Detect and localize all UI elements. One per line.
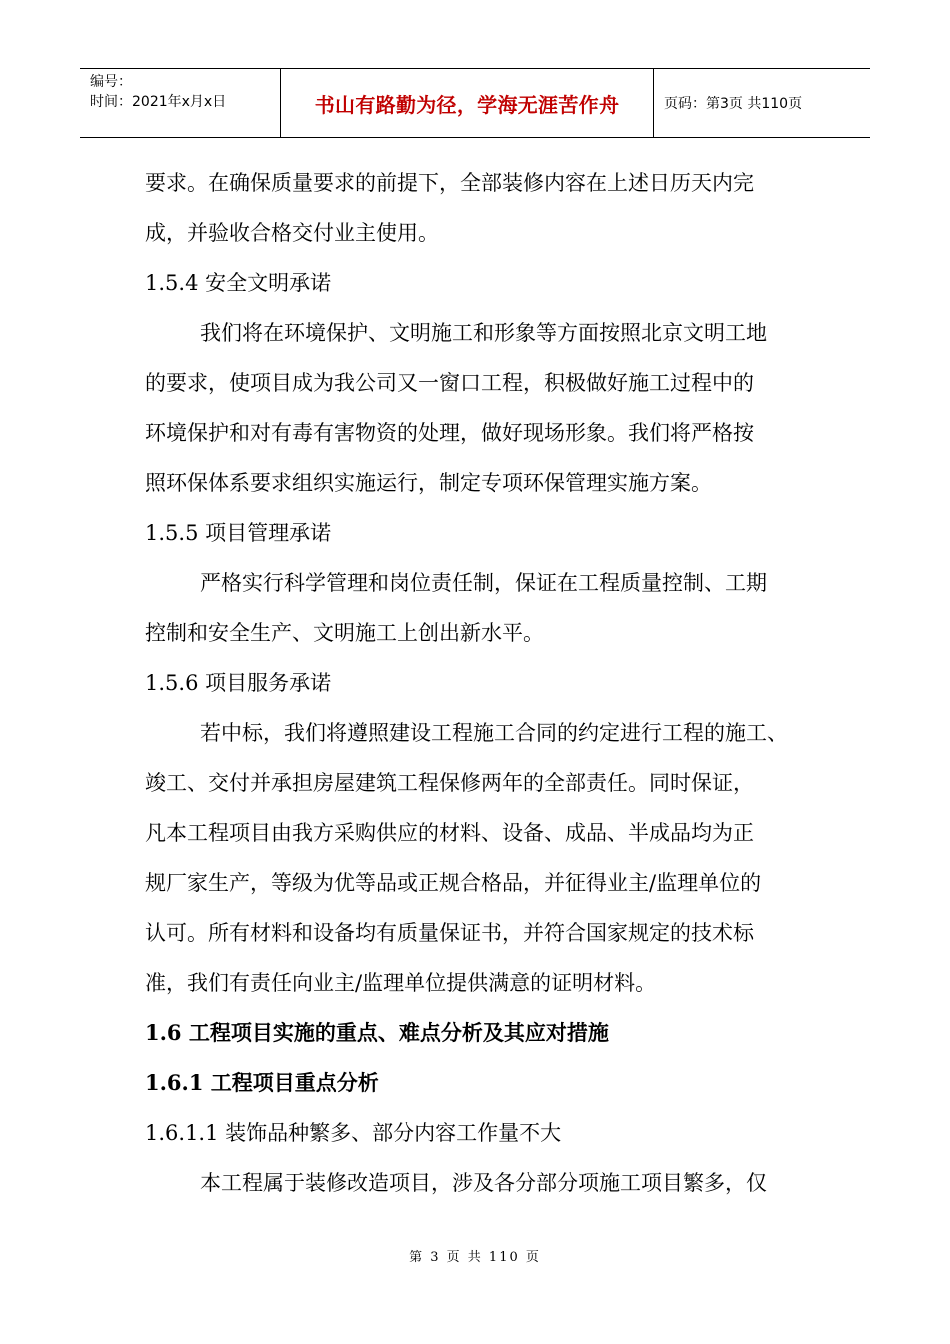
page-footer xyxy=(0,1246,950,1265)
document-date: 时间：2021年x月x日 xyxy=(90,94,227,110)
paragraph-line: 要求。在确保质量要求的前提下，全部装修内容在上述日历天内完 xyxy=(145,171,754,195)
paragraph-line: 成，并验收合格交付业主使用。 xyxy=(145,221,439,245)
paragraph-line: 准，我们有责任向业主/监理单位提供满意的证明材料。 xyxy=(145,971,657,995)
paragraph-line: 竣工、交付并承担房屋建筑工程保修两年的全部责任。同时保证， xyxy=(145,771,754,795)
paragraph-line: 我们将在环境保护、文明施工和形象等方面按照北京文明工地 xyxy=(200,321,767,345)
section-heading: 1.5.5 项目管理承诺 xyxy=(145,521,332,545)
section-heading: 1.5.4 安全文明承诺 xyxy=(145,271,332,295)
header-page-number: 页码：第3页 共110页 xyxy=(664,96,803,112)
subchapter-heading: 1.6.1 工程项目重点分析 xyxy=(145,1070,379,1095)
motto: 书山有路勤为径，学海无涯苦作舟 xyxy=(314,92,620,117)
paragraph-line: 本工程属于装修改造项目，涉及各分部分项施工项目繁多，仅 xyxy=(200,1171,767,1195)
header-meta xyxy=(80,69,281,137)
paragraph-line: 环境保护和对有毒有害物资的处理，做好现场形象。我们将严格按 xyxy=(145,421,754,445)
paragraph-line: 控制和安全生产、文明施工上创出新水平。 xyxy=(145,621,544,645)
paragraph-line: 凡本工程项目由我方采购供应的材料、设备、成品、半成品均为正 xyxy=(145,821,754,845)
document-number-label: 编号： xyxy=(90,74,132,90)
section-heading: 1.5.6 项目服务承诺 xyxy=(145,671,332,695)
paragraph-line: 规厂家生产，等级为优等品或正规合格品，并征得业主/监理单位的 xyxy=(145,871,762,895)
header-motto-cell xyxy=(281,69,654,137)
header-page-cell xyxy=(664,69,870,137)
page-header xyxy=(80,68,870,138)
footer-page-number: 第 3 页 共 110 页 xyxy=(409,1250,541,1265)
chapter-heading: 1.6 工程项目实施的重点、难点分析及其应对措施 xyxy=(145,1020,609,1045)
paragraph-line: 的要求，使项目成为我公司又一窗口工程，积极做好施工过程中的 xyxy=(145,371,754,395)
paragraph-line: 若中标，我们将遵照建设工程施工合同的约定进行工程的施工、 xyxy=(200,721,788,745)
paragraph-line: 认可。所有材料和设备均有质量保证书，并符合国家规定的技术标 xyxy=(145,921,754,945)
paragraph-line: 照环保体系要求组织实施运行，制定专项环保管理实施方案。 xyxy=(145,471,712,495)
section-heading: 1.6.1.1 装饰品种繁多、部分内容工作量不大 xyxy=(145,1121,562,1145)
document-body xyxy=(145,158,815,1208)
paragraph-line: 严格实行科学管理和岗位责任制，保证在工程质量控制、工期 xyxy=(200,571,767,595)
